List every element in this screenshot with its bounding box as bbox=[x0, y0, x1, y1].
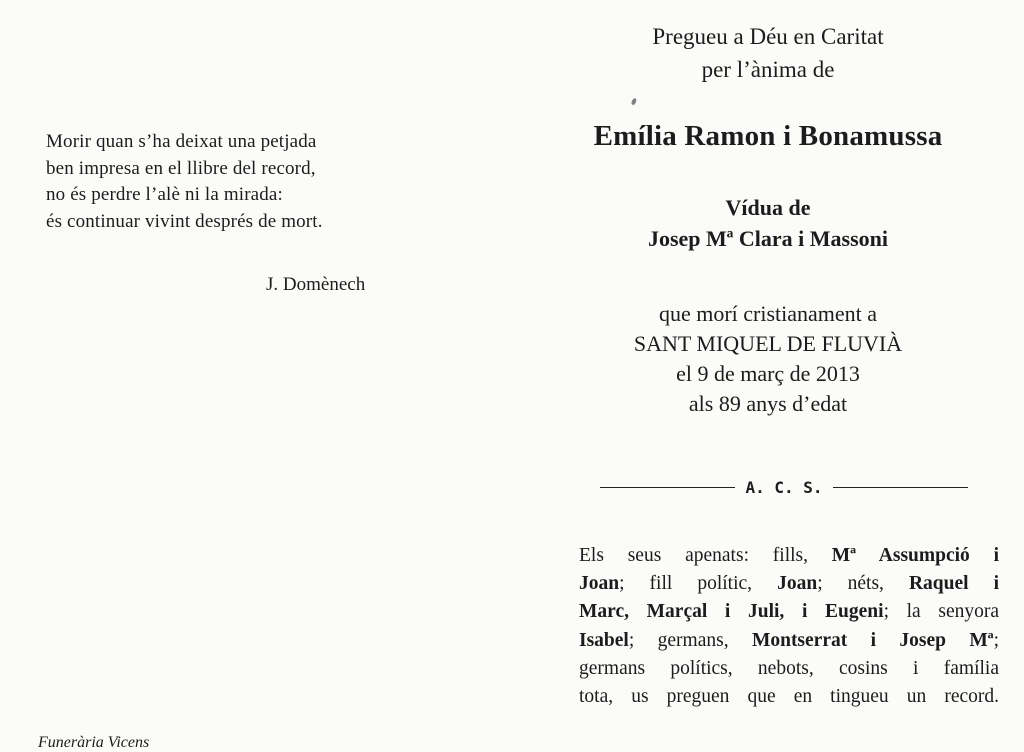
bold-name: Raquel i bbox=[908, 573, 999, 595]
poem-line: no és perdre l’alè ni la mirada: bbox=[46, 184, 283, 205]
funeral-home-credit: Funerària Vicens bbox=[38, 734, 150, 751]
prayer-heading bbox=[512, 20, 1024, 86]
poem bbox=[46, 129, 323, 235]
mourners-line bbox=[579, 542, 999, 570]
mourners-line bbox=[579, 627, 999, 655]
text-run: ; bbox=[993, 629, 999, 651]
bold-name: Mª Assumpció i bbox=[831, 545, 999, 566]
right-panel bbox=[512, 0, 1024, 752]
text-run: Els seus apenats: fills, bbox=[579, 545, 808, 566]
mourners-line bbox=[579, 570, 999, 598]
bold-name: Montserrat i Josep Mª bbox=[751, 629, 994, 651]
acs-divider bbox=[600, 475, 968, 499]
poem-line: és continuar vivint després de mort. bbox=[46, 210, 323, 232]
spouse-name: Josep Mª Clara i Massoni bbox=[647, 226, 889, 251]
deceased-name: Emília Ramon i Bonamussa bbox=[593, 120, 943, 152]
divider-rule-left bbox=[600, 487, 735, 488]
bold-name: Marc, Marçal i Juli, i Eugeni bbox=[579, 601, 884, 623]
prayer-line: Pregueu a Déu en Caritat bbox=[652, 24, 884, 49]
mourners-line: tota, us preguen que en tingueu un record. bbox=[579, 686, 999, 708]
divider-rule-right bbox=[833, 487, 968, 488]
acs-text: A. C. S. bbox=[745, 477, 823, 497]
death-date: el 9 de març de 2013 bbox=[676, 361, 860, 386]
prayer-line: per l’ànima de bbox=[701, 57, 835, 82]
death-place: SANT MIQUEL DE FLUVIÀ bbox=[633, 331, 903, 356]
mourners-line bbox=[579, 598, 999, 626]
bold-name: Joan bbox=[579, 573, 620, 595]
death-info bbox=[512, 299, 1024, 419]
poem-author: J. Domènech bbox=[266, 274, 366, 295]
text-run: ; fill polític, bbox=[619, 573, 753, 595]
bold-name: Isabel bbox=[579, 629, 629, 651]
mourners-line: germans polítics, nebots, cosins i família bbox=[579, 657, 999, 679]
widow-label: Vídua de bbox=[725, 195, 811, 220]
bold-name: Joan bbox=[777, 573, 818, 595]
widow-of bbox=[512, 192, 1024, 254]
text-run: ; néts, bbox=[817, 573, 884, 595]
text-run: ; germans, bbox=[628, 629, 729, 651]
poem-line: Morir quan s’ha deixat una petjada bbox=[46, 131, 317, 152]
mourners-paragraph bbox=[579, 542, 999, 711]
death-age: als 89 anys d’edat bbox=[688, 391, 848, 416]
death-line: que morí cristianament a bbox=[658, 301, 878, 326]
poem-line: ben impresa en el llibre del record, bbox=[46, 157, 316, 179]
text-run: ; la senyora bbox=[883, 601, 1000, 623]
